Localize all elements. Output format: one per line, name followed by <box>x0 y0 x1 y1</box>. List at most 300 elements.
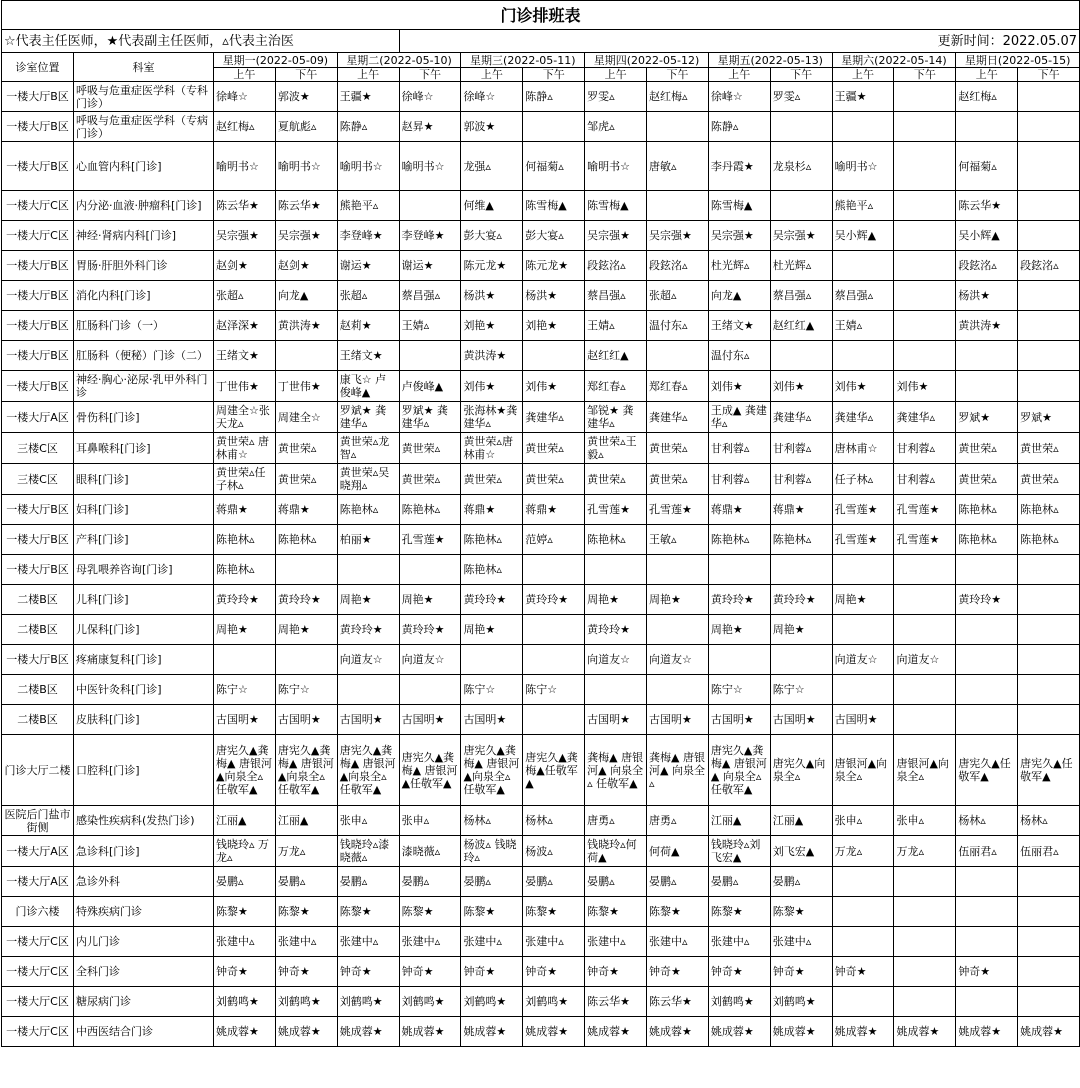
schedule-cell: 古国明★ <box>461 705 523 735</box>
schedule-cell <box>894 555 956 585</box>
department-cell: 感染性疾病科(发热门诊) <box>74 806 214 836</box>
schedule-cell: 李丹霞★ <box>708 142 770 191</box>
schedule-cell <box>956 927 1018 957</box>
schedule-cell: 蒋鼎★ <box>708 495 770 525</box>
schedule-cell: 杨波▵ <box>523 836 585 867</box>
schedule-cell: 杨波▵ 钱晓玲▵ <box>461 836 523 867</box>
schedule-cell: 蔡昌强▵ <box>399 281 461 311</box>
schedule-cell <box>956 112 1018 142</box>
am-header: 上午 <box>461 68 523 82</box>
department-cell: 全科门诊 <box>74 957 214 987</box>
schedule-cell: 向道友☆ <box>894 645 956 675</box>
schedule-cell: 唐宪久▲龚梅▲ 唐银河▲向泉全▵任敬军▲ <box>275 735 337 806</box>
schedule-cell: 孔雪莲★ <box>585 495 647 525</box>
schedule-cell: 陈静▵ <box>708 112 770 142</box>
schedule-cell: 孔雪莲★ <box>894 495 956 525</box>
schedule-cell <box>894 615 956 645</box>
schedule-cell: 晏鹏▵ <box>585 867 647 897</box>
schedule-cell: 向道友☆ <box>832 645 894 675</box>
table-row <box>2 142 1080 191</box>
schedule-cell: 晏鹏▵ <box>214 867 276 897</box>
schedule-cell: 周艳★ <box>337 585 399 615</box>
schedule-cell: 张建中▵ <box>214 927 276 957</box>
table-row <box>2 191 1080 221</box>
schedule-cell: 古国明★ <box>399 705 461 735</box>
schedule-cell: 姚成蓉★ <box>523 1017 585 1047</box>
schedule-cell: 陈艳林▵ <box>770 525 832 555</box>
pm-header: 下午 <box>523 68 585 82</box>
schedule-cell: 陈宁☆ <box>770 675 832 705</box>
table-row <box>2 525 1080 555</box>
location-header: 诊室位置 <box>2 53 74 82</box>
schedule-cell <box>894 705 956 735</box>
table-row <box>2 585 1080 615</box>
schedule-cell: 吴小辉▲ <box>832 221 894 251</box>
schedule-cell: 赵红梅▵ <box>647 82 709 112</box>
schedule-cell: 唐宪久▲龚梅▲任敬军▲ <box>523 735 585 806</box>
schedule-cell: 张建中▵ <box>523 927 585 957</box>
schedule-cell <box>894 341 956 371</box>
schedule-cell <box>1018 615 1080 645</box>
schedule-cell: 龚建华▵ <box>770 402 832 433</box>
schedule-cell: 钟奇★ <box>461 957 523 987</box>
schedule-cell <box>1018 987 1080 1017</box>
schedule-cell: 张超▵ <box>647 281 709 311</box>
schedule-cell: 钟奇★ <box>399 957 461 987</box>
schedule-cell: 罗雯▵ <box>770 82 832 112</box>
schedule-cell: 郑红春▵ <box>585 371 647 402</box>
schedule-cell: 吴宗强★ <box>708 221 770 251</box>
department-cell: 中医针灸科[门诊] <box>74 675 214 705</box>
schedule-cell: 王绪文★ <box>708 311 770 341</box>
location-cell: 一楼大厅B区 <box>2 112 74 142</box>
schedule-cell: 唐勇▵ <box>647 806 709 836</box>
schedule-cell <box>956 371 1018 402</box>
table-row <box>2 221 1080 251</box>
schedule-cell: 钟奇★ <box>770 957 832 987</box>
schedule-cell: 晏鹏▵ <box>275 867 337 897</box>
schedule-cell <box>523 615 585 645</box>
department-header: 科室 <box>74 53 214 82</box>
schedule-cell: 姚成蓉★ <box>956 1017 1018 1047</box>
schedule-cell: 江丽▲ <box>708 806 770 836</box>
schedule-cell <box>275 341 337 371</box>
schedule-cell: 何维▲ <box>461 191 523 221</box>
schedule-cell: 陈黎★ <box>647 897 709 927</box>
schedule-cell: 邹虎▵ <box>585 112 647 142</box>
schedule-cell: 陈艳林▵ <box>214 555 276 585</box>
schedule-cell <box>461 645 523 675</box>
schedule-cell: 陈艳林▵ <box>214 525 276 555</box>
schedule-cell: 黄玲玲★ <box>275 585 337 615</box>
schedule-cell: 郭波★ <box>275 82 337 112</box>
schedule-cell: 周艳★ <box>770 615 832 645</box>
schedule-cell: 黄洪涛★ <box>956 311 1018 341</box>
schedule-cell <box>832 927 894 957</box>
schedule-cell: 温付东▵ <box>647 311 709 341</box>
schedule-table <box>1 0 1080 1047</box>
department-cell: 产科[门诊] <box>74 525 214 555</box>
location-cell: 一楼大厅C区 <box>2 957 74 987</box>
schedule-cell: 彭大宴▵ <box>461 221 523 251</box>
schedule-cell: 姚成蓉★ <box>1018 1017 1080 1047</box>
schedule-cell <box>770 645 832 675</box>
table-row <box>2 867 1080 897</box>
location-cell: 一楼大厅C区 <box>2 191 74 221</box>
schedule-cell: 黄世荣▵ 唐林甫☆ <box>214 433 276 464</box>
schedule-cell <box>894 987 956 1017</box>
schedule-cell: 杨林▵ <box>523 806 585 836</box>
schedule-cell: 黄世荣▵ <box>1018 433 1080 464</box>
schedule-cell: 刘鹤鸣★ <box>214 987 276 1017</box>
schedule-cell: 熊艳平▵ <box>832 191 894 221</box>
am-header: 上午 <box>708 68 770 82</box>
schedule-cell: 黄世荣▵任子林▵ <box>214 464 276 495</box>
schedule-cell: 黄世荣▵龙智▵ <box>337 433 399 464</box>
schedule-cell: 龙泉杉▵ <box>770 142 832 191</box>
schedule-cell: 陈艳林▵ <box>399 495 461 525</box>
schedule-cell: 黄玲玲★ <box>770 585 832 615</box>
schedule-cell <box>1018 281 1080 311</box>
table-row <box>2 806 1080 836</box>
schedule-cell <box>894 585 956 615</box>
schedule-cell: 刘鹤鸣★ <box>708 987 770 1017</box>
table-row <box>2 82 1080 112</box>
schedule-cell <box>956 675 1018 705</box>
schedule-cell <box>894 112 956 142</box>
schedule-cell: 黄世荣▵ <box>275 433 337 464</box>
schedule-cell <box>1018 555 1080 585</box>
location-cell: 一楼大厅A区 <box>2 836 74 867</box>
schedule-cell: 周艳★ <box>647 585 709 615</box>
schedule-cell: 黄世荣▵王毅▵ <box>585 433 647 464</box>
schedule-cell: 黄世荣▵吴晓翔▵ <box>337 464 399 495</box>
schedule-cell: 王成▲ 龚建华▵ <box>708 402 770 433</box>
schedule-cell <box>956 897 1018 927</box>
schedule-cell <box>956 615 1018 645</box>
location-cell: 一楼大厅A区 <box>2 402 74 433</box>
schedule-cell: 何荷▲ <box>647 836 709 867</box>
schedule-cell <box>1018 311 1080 341</box>
schedule-cell <box>770 191 832 221</box>
schedule-cell: 徐峰☆ <box>399 82 461 112</box>
day-header: 星期三(2022-05-11) <box>461 53 585 68</box>
schedule-cell: 姚成蓉★ <box>585 1017 647 1047</box>
schedule-cell: 江丽▲ <box>770 806 832 836</box>
schedule-cell: 古国明★ <box>585 705 647 735</box>
schedule-cell: 钟奇★ <box>708 957 770 987</box>
table-row <box>2 705 1080 735</box>
table-row <box>2 957 1080 987</box>
schedule-cell: 陈雪梅▲ <box>523 191 585 221</box>
schedule-cell: 甘利蓉▵ <box>708 433 770 464</box>
schedule-cell: 何福菊▵ <box>523 142 585 191</box>
schedule-cell: 陈艳林▵ <box>461 555 523 585</box>
schedule-cell: 甘利蓉▵ <box>770 433 832 464</box>
location-cell: 一楼大厅B区 <box>2 281 74 311</box>
schedule-cell: 晏鹏▵ <box>399 867 461 897</box>
schedule-cell: 陈艳林▵ <box>708 525 770 555</box>
schedule-cell: 陈静▵ <box>337 112 399 142</box>
schedule-cell: 郭波★ <box>461 112 523 142</box>
schedule-cell <box>1018 927 1080 957</box>
department-cell: 中西医结合门诊 <box>74 1017 214 1047</box>
department-cell: 耳鼻喉科[门诊] <box>74 433 214 464</box>
schedule-cell: 唐宪久▲任敬军▲ <box>956 735 1018 806</box>
schedule-cell: 张海林★龚建华▵ <box>461 402 523 433</box>
schedule-cell: 谢运★ <box>399 251 461 281</box>
schedule-cell: 晏鹏▵ <box>523 867 585 897</box>
schedule-cell <box>647 615 709 645</box>
schedule-cell: 周艳★ <box>585 585 647 615</box>
schedule-cell: 周建全☆张天龙▵ <box>214 402 276 433</box>
schedule-cell <box>647 555 709 585</box>
schedule-cell <box>832 675 894 705</box>
table-row <box>2 735 1080 806</box>
pm-header: 下午 <box>770 68 832 82</box>
department-cell: 内分泌·血液·肿瘤科[门诊] <box>74 191 214 221</box>
schedule-cell: 赵昇★ <box>399 112 461 142</box>
schedule-cell: 张申▵ <box>337 806 399 836</box>
schedule-cell: 孔雪莲★ <box>832 495 894 525</box>
schedule-cell: 黄世荣▵ <box>275 464 337 495</box>
schedule-cell: 唐宪久▲龚梅▲ 唐银河▲向泉全▵任敬军▲ <box>337 735 399 806</box>
schedule-cell: 古国明★ <box>275 705 337 735</box>
schedule-cell <box>956 987 1018 1017</box>
schedule-cell: 姚成蓉★ <box>708 1017 770 1047</box>
department-cell: 眼科[门诊] <box>74 464 214 495</box>
department-cell: 糖尿病门诊 <box>74 987 214 1017</box>
schedule-cell: 刘伟★ <box>523 371 585 402</box>
schedule-cell <box>1018 645 1080 675</box>
schedule-cell: 黄世荣▵ <box>647 464 709 495</box>
schedule-cell: 赵红梅▵ <box>214 112 276 142</box>
schedule-cell: 张申▵ <box>399 806 461 836</box>
schedule-cell <box>523 555 585 585</box>
schedule-cell <box>708 555 770 585</box>
schedule-cell: 陈艳林▵ <box>585 525 647 555</box>
schedule-cell: 刘艳★ <box>461 311 523 341</box>
schedule-cell: 柏丽★ <box>337 525 399 555</box>
schedule-cell: 周艳★ <box>399 585 461 615</box>
schedule-cell: 黄世荣▵ <box>523 464 585 495</box>
table-row <box>2 555 1080 585</box>
schedule-cell: 唐宪久▲龚梅▲ 唐银河▲向泉全▵任敬军▲ <box>214 735 276 806</box>
department-cell: 妇科[门诊] <box>74 495 214 525</box>
department-cell: 肛肠科（便秘）门诊（二） <box>74 341 214 371</box>
schedule-cell: 王绪文★ <box>337 341 399 371</box>
schedule-cell: 刘伟★ <box>708 371 770 402</box>
schedule-cell: 王婧▵ <box>399 311 461 341</box>
schedule-cell: 晏鹏▵ <box>461 867 523 897</box>
schedule-cell <box>832 341 894 371</box>
schedule-cell: 黄世荣▵唐林甫☆ <box>461 433 523 464</box>
schedule-cell <box>399 191 461 221</box>
schedule-cell: 龚建华▵ <box>647 402 709 433</box>
schedule-cell: 黄世荣▵ <box>399 464 461 495</box>
schedule-cell: 陈云华★ <box>956 191 1018 221</box>
schedule-cell: 钟奇★ <box>647 957 709 987</box>
schedule-cell: 喻明书☆ <box>832 142 894 191</box>
schedule-cell: 姚成蓉★ <box>337 1017 399 1047</box>
schedule-cell <box>1018 867 1080 897</box>
schedule-cell: 张建中▵ <box>770 927 832 957</box>
schedule-cell: 刘飞宏▲ <box>770 836 832 867</box>
schedule-cell <box>832 112 894 142</box>
schedule-cell: 李登峰★ <box>399 221 461 251</box>
schedule-cell <box>1018 341 1080 371</box>
schedule-cell: 钟奇★ <box>956 957 1018 987</box>
schedule-cell: 段鉉洺▵ <box>585 251 647 281</box>
location-cell: 一楼大厅B区 <box>2 142 74 191</box>
schedule-cell: 陈黎★ <box>770 897 832 927</box>
schedule-cell: 吴宗强★ <box>214 221 276 251</box>
schedule-cell <box>523 341 585 371</box>
schedule-cell: 孔雪莲★ <box>399 525 461 555</box>
schedule-cell: 周艳★ <box>275 615 337 645</box>
location-cell: 一楼大厅A区 <box>2 867 74 897</box>
schedule-cell <box>894 142 956 191</box>
schedule-cell: 范婷▵ <box>523 525 585 555</box>
schedule-cell: 龚建华▵ <box>832 402 894 433</box>
schedule-cell: 姚成蓉★ <box>894 1017 956 1047</box>
schedule-cell: 唐银河▲向泉全▵ <box>894 735 956 806</box>
schedule-cell: 张建中▵ <box>585 927 647 957</box>
schedule-cell: 黄世荣▵ <box>585 464 647 495</box>
schedule-cell: 蔡昌强▵ <box>585 281 647 311</box>
schedule-cell <box>894 221 956 251</box>
schedule-cell: 王绪文★ <box>214 341 276 371</box>
location-cell: 三楼C区 <box>2 433 74 464</box>
schedule-cell: 任子林▵ <box>832 464 894 495</box>
schedule-cell: 杨林▵ <box>461 806 523 836</box>
am-header: 上午 <box>832 68 894 82</box>
schedule-cell <box>647 675 709 705</box>
schedule-cell: 张超▵ <box>337 281 399 311</box>
schedule-cell <box>832 615 894 645</box>
schedule-cell: 吴宗强★ <box>585 221 647 251</box>
schedule-cell: 张申▵ <box>832 806 894 836</box>
schedule-cell: 古国明★ <box>708 705 770 735</box>
schedule-cell: 蒋鼎★ <box>461 495 523 525</box>
schedule-cell: 吴宗强★ <box>770 221 832 251</box>
schedule-cell: 江丽▲ <box>275 806 337 836</box>
schedule-cell <box>399 341 461 371</box>
schedule-cell: 黄玲玲★ <box>461 585 523 615</box>
location-cell: 一楼大厅B区 <box>2 371 74 402</box>
schedule-cell: 张建中▵ <box>708 927 770 957</box>
schedule-cell: 丁世伟★ <box>275 371 337 402</box>
location-cell: 医院后门盐市街侧 <box>2 806 74 836</box>
schedule-cell: 刘鹤鸣★ <box>399 987 461 1017</box>
schedule-cell: 蒋鼎★ <box>523 495 585 525</box>
schedule-cell: 杨洪★ <box>523 281 585 311</box>
schedule-cell: 喻明书☆ <box>275 142 337 191</box>
location-cell: 一楼大厅C区 <box>2 1017 74 1047</box>
table-row <box>2 112 1080 142</box>
schedule-cell: 谢运★ <box>337 251 399 281</box>
schedule-cell: 吴宗强★ <box>647 221 709 251</box>
schedule-cell: 黄洪涛★ <box>275 311 337 341</box>
schedule-cell: 杨林▵ <box>956 806 1018 836</box>
table-row <box>2 927 1080 957</box>
schedule-cell: 赵剑★ <box>275 251 337 281</box>
schedule-cell <box>956 341 1018 371</box>
schedule-cell: 喻明书☆ <box>214 142 276 191</box>
schedule-cell: 晏鹏▵ <box>647 867 709 897</box>
schedule-cell <box>523 645 585 675</box>
schedule-cell: 罗斌★ <box>1018 402 1080 433</box>
pm-header: 下午 <box>399 68 461 82</box>
table-row <box>2 987 1080 1017</box>
schedule-cell: 周艳★ <box>461 615 523 645</box>
schedule-cell <box>894 82 956 112</box>
schedule-cell: 姚成蓉★ <box>647 1017 709 1047</box>
table-row <box>2 1017 1080 1047</box>
schedule-cell: 杜光辉▵ <box>708 251 770 281</box>
department-cell: 内儿门诊 <box>74 927 214 957</box>
department-cell: 胃肠·肝胆外科门诊 <box>74 251 214 281</box>
schedule-cell: 陈艳林▵ <box>956 495 1018 525</box>
location-cell: 一楼大厅B区 <box>2 82 74 112</box>
legend: ☆代表主任医师，★代表副主任医师，▵代表主治医 <box>2 30 400 53</box>
schedule-cell: 杨洪★ <box>956 281 1018 311</box>
schedule-cell: 黄洪涛★ <box>461 341 523 371</box>
schedule-cell: 徐峰☆ <box>708 82 770 112</box>
schedule-cell: 罗雯▵ <box>585 82 647 112</box>
schedule-cell <box>1018 897 1080 927</box>
table-row <box>2 836 1080 867</box>
schedule-cell <box>1018 675 1080 705</box>
schedule-cell: 张超▵ <box>214 281 276 311</box>
schedule-cell <box>337 555 399 585</box>
day-header: 星期二(2022-05-10) <box>337 53 461 68</box>
schedule-cell <box>647 112 709 142</box>
location-cell: 一楼大厅C区 <box>2 987 74 1017</box>
update-time: 更新时间：2022.05.07 <box>399 30 1079 53</box>
location-cell: 一楼大厅B区 <box>2 525 74 555</box>
schedule-cell: 彭大宴▵ <box>523 221 585 251</box>
schedule-cell: 漆晓薇▵ <box>399 836 461 867</box>
schedule-cell: 万龙▵ <box>894 836 956 867</box>
table-row <box>2 615 1080 645</box>
schedule-cell: 唐宪久▲任敬军▲ <box>1018 735 1080 806</box>
schedule-cell: 甘利蓉▵ <box>770 464 832 495</box>
department-cell: 疼痛康复科[门诊] <box>74 645 214 675</box>
schedule-cell: 甘利蓉▵ <box>708 464 770 495</box>
schedule-cell: 钱晓玲▵ 万龙▵ <box>214 836 276 867</box>
schedule-cell: 王婧▵ <box>832 311 894 341</box>
schedule-cell: 刘鹤鸣★ <box>337 987 399 1017</box>
schedule-cell: 万龙▵ <box>832 836 894 867</box>
schedule-cell: 黄世荣▵ <box>523 433 585 464</box>
schedule-cell <box>894 311 956 341</box>
schedule-cell: 钟奇★ <box>275 957 337 987</box>
schedule-cell: 王敏▵ <box>647 525 709 555</box>
schedule-cell <box>832 555 894 585</box>
schedule-cell: 卢俊峰▲ <box>399 371 461 402</box>
schedule-cell <box>894 867 956 897</box>
location-cell: 二楼B区 <box>2 705 74 735</box>
schedule-cell: 唐银河▲向泉全▵ <box>832 735 894 806</box>
schedule-cell: 段鉉洺▵ <box>647 251 709 281</box>
schedule-cell: 陈艳林▵ <box>275 525 337 555</box>
schedule-cell: 段鉉洺▵ <box>1018 251 1080 281</box>
schedule-cell: 陈黎★ <box>337 897 399 927</box>
am-header: 上午 <box>585 68 647 82</box>
schedule-cell: 陈宁☆ <box>708 675 770 705</box>
schedule-cell <box>1018 112 1080 142</box>
